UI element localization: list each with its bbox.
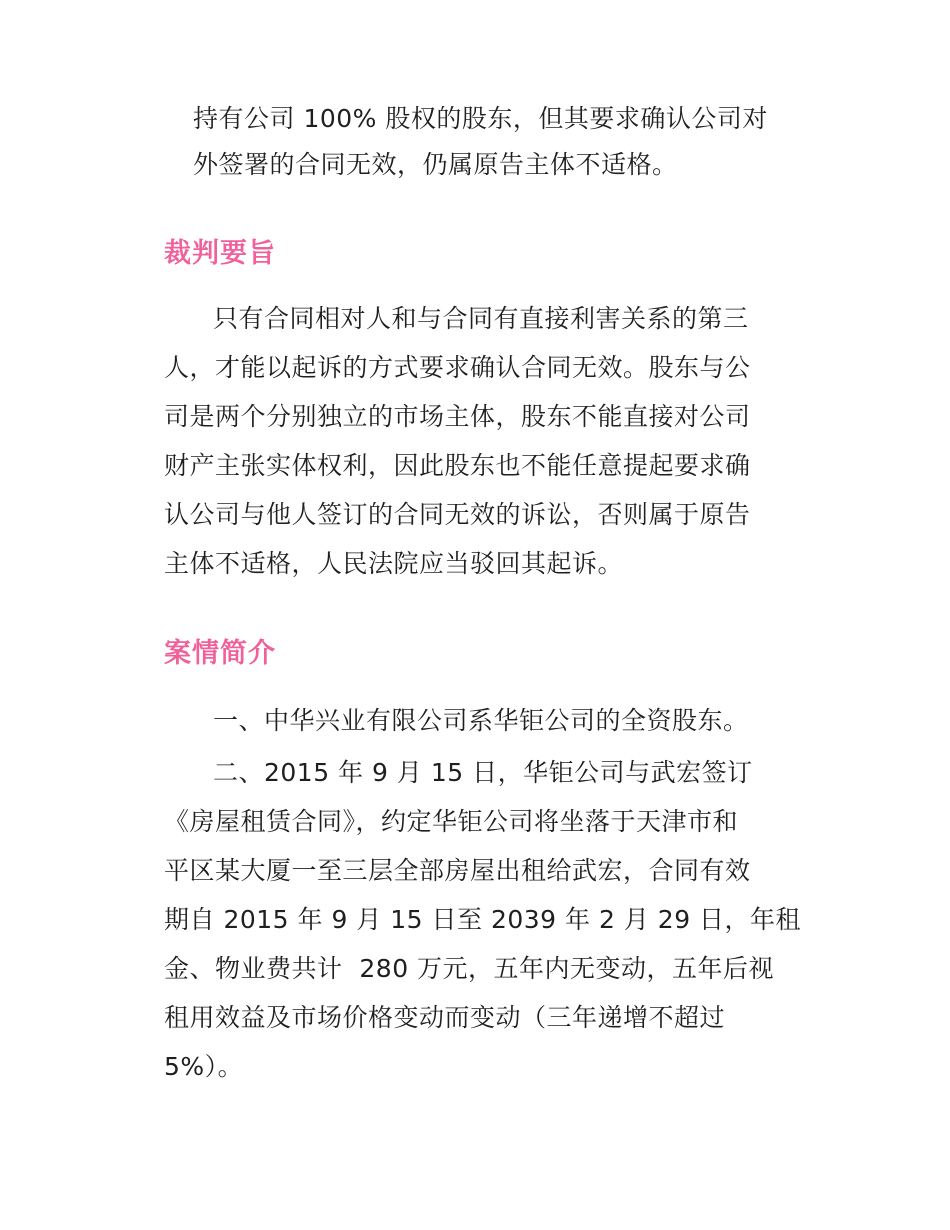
paragraph-line: 只有合同相对人和与合同有直接利害关系的第三 xyxy=(213,304,749,333)
paragraph-line: 5%）。 xyxy=(164,1052,244,1081)
intro-line-2: 外签署的合同无效，仍属原告主体不适格。 xyxy=(193,150,678,179)
paragraph-line: 认公司与他人签订的合同无效的诉讼，否则属于原告 xyxy=(164,500,751,529)
paragraph-line: 《房屋租赁合同》，约定华钜公司将坐落于天津市和 xyxy=(164,807,739,836)
paragraph-line: 期自 2015 年 9 月 15 日至 2039 年 2 月 29 日，年租 xyxy=(164,905,802,934)
paragraph-line: 司是两个分别独立的市场主体，股东不能直接对公司 xyxy=(164,402,751,431)
paragraph-line: 平区某大厦一至三层全部房屋出租给武宏，合同有效 xyxy=(164,856,751,885)
paragraph-line: 人，才能以起诉的方式要求确认合同无效。股东与公 xyxy=(164,353,751,382)
section-heading-case-summary: 案情简介 xyxy=(164,638,276,669)
paragraph-line: 一、中华兴业有限公司系华钜公司的全资股东。 xyxy=(213,706,749,735)
paragraph-line: 金、物业费共计 280 万元，五年内无变动，五年后视 xyxy=(164,954,775,983)
paragraph-line: 租用效益及市场价格变动而变动（三年递增不超过 xyxy=(164,1003,726,1032)
paragraph-line: 二、2015 年 9 月 15 日，华钜公司与武宏签订 xyxy=(213,758,753,787)
paragraph-line: 财产主张实体权利，因此股东也不能任意提起要求确 xyxy=(164,451,751,480)
section-heading-ruling-gist: 裁判要旨 xyxy=(164,238,276,269)
paragraph-line: 主体不适格，人民法院应当驳回其起诉。 xyxy=(164,549,624,578)
intro-line-1: 持有公司 100% 股权的股东，但其要求确认公司对 xyxy=(193,104,768,133)
